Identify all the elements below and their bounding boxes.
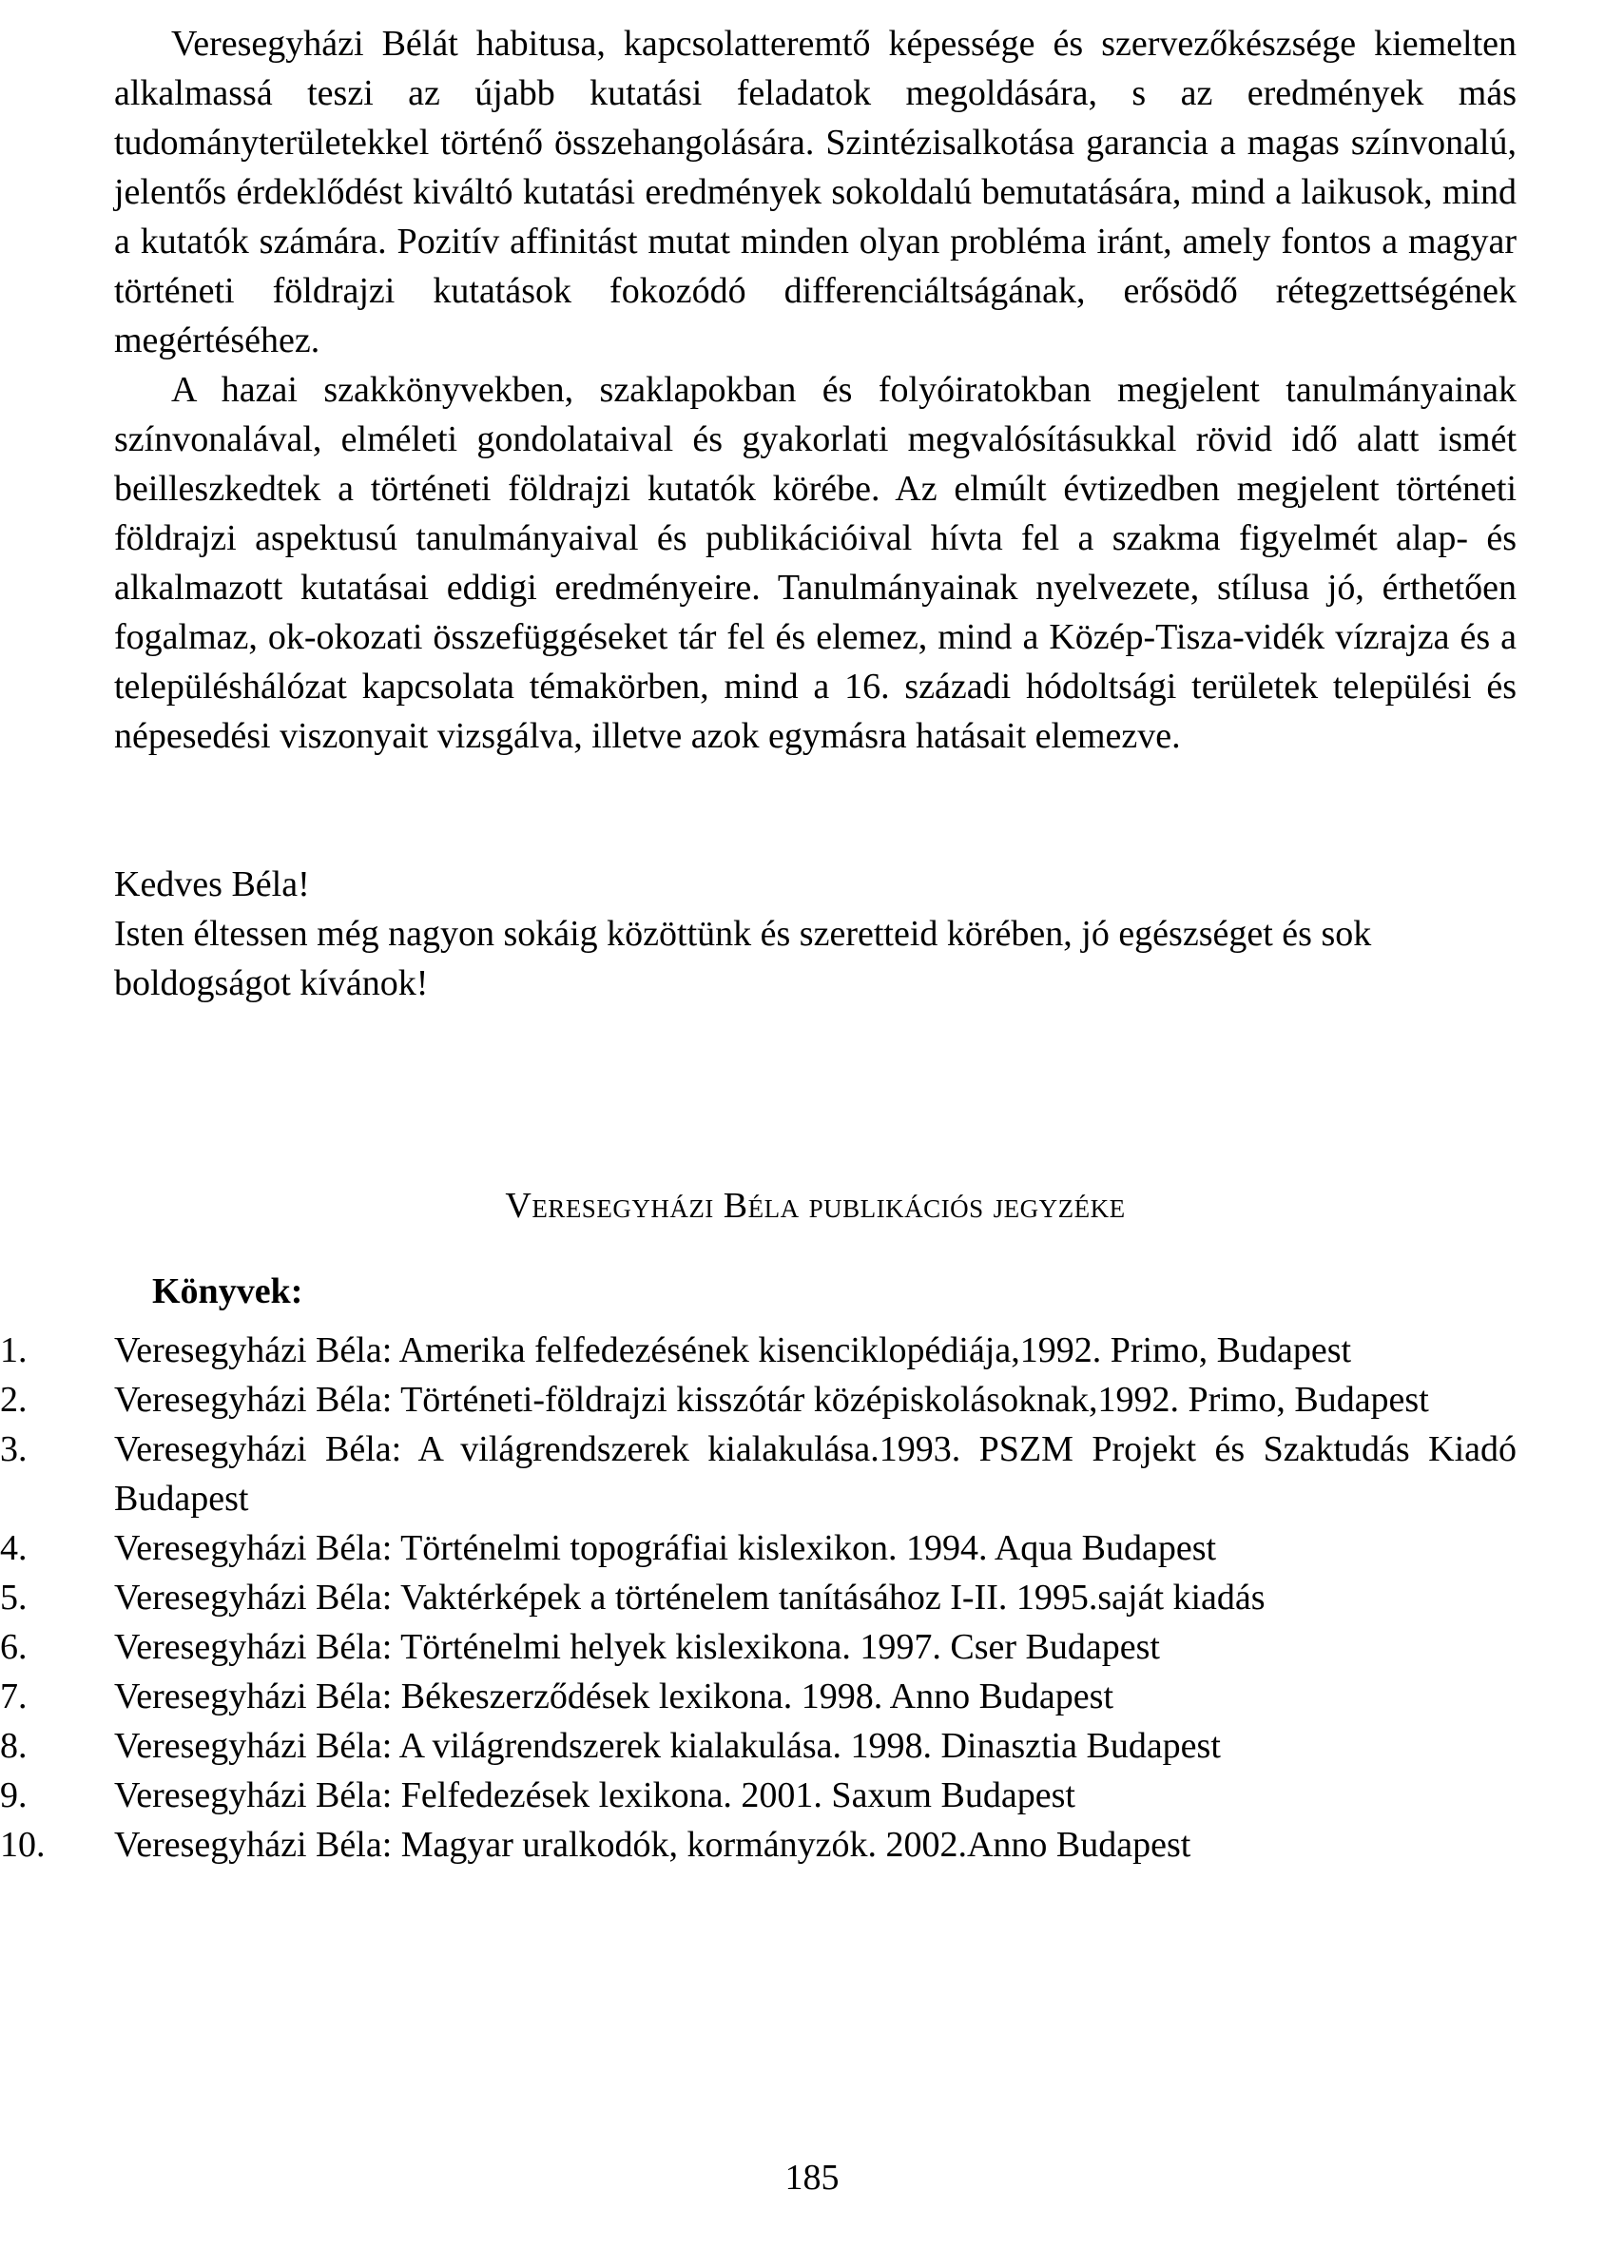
list-item-text: Veresegyházi Béla: Békeszerződések lexikona. 1998. Anno Budapest [114,1677,1114,1716]
list-item [0,1573,1517,1622]
greeting-message: Isten éltessen még nagyon sokáig közöttünk és szeretteid körében, jó egészséget és sok boldogságot kívánok! [114,914,1372,1003]
list-item-text: Veresegyházi Béla: Történeti-földrajzi kisszótár középiskolásoknak,1992. Primo, Budapest [114,1380,1429,1420]
greeting-block [114,860,1517,1008]
list-item-number: 3. [0,1429,28,1469]
book-list [0,1326,1517,1870]
list-item [0,1425,1517,1523]
list-item-number: 7. [0,1677,28,1716]
list-item [0,1622,1517,1672]
document-page [0,19,1517,1870]
paragraph-habitus: Veresegyházi Bélát habitusa, kapcsolatteremtő képessége és szervezőkészsége kiemelten alkalmassá teszi az újabb kutatási feladatok megoldására, s az eredmények más tudományterületekkel történő összehangolására. Szintézisalkotása garancia a magas színvonalú, jelentős érdeklődést kiváltó kutatási eredmények sokoldalú bemutatására, mind a laikusok, mind a kutatók számára. Pozitív affinitást mutat minden olyan probléma iránt, amely fontos a magyar történeti földrajzi kutatások fokozódó differenciáltságának, erősödő rétegzettségének megértéséhez. [114,24,1517,360]
list-item [0,1721,1517,1771]
list-item [0,1326,1517,1375]
books-heading: Könyvek: [152,1271,303,1311]
list-item-text: Veresegyházi Béla: Felfedezések lexikona. 2001. Saxum Budapest [114,1775,1075,1815]
list-item-text: Veresegyházi Béla: Magyar uralkodók, kormányzók. 2002.Anno Budapest [114,1825,1191,1865]
list-item-text: Veresegyházi Béla: A világrendszerek kialakulása. 1998. Dinasztia Budapest [114,1726,1221,1766]
publication-list-section [0,1181,1517,1870]
list-item-number: 1. [0,1330,28,1370]
greeting-salutation: Kedves Béla! [114,864,310,904]
list-item-number: 2. [0,1380,28,1420]
list-item [0,1672,1517,1721]
section-title: Veresegyházi Béla publikációs jegyzéke [505,1186,1126,1226]
list-item-number: 10. [0,1825,46,1865]
list-item-text: Veresegyházi Béla: Történelmi helyek kislexikona. 1997. Cser Budapest [114,1627,1160,1667]
paragraph-publications-summary: A hazai szakkönyvekben, szaklapokban és folyóiratokban megjelent tanulmányainak színvonalával, elméleti gondolataival és gyakorlati megvalósításukkal rövid idő alatt ismét beilleszkedtek a történeti földrajzi kutatók körébe. Az elmúlt évtizedben megjelent történeti földrajzi aspektusú tanulmányaival és publikációival hívta fel a szakma figyelmét alap- és alkalmazott kutatásai eddigi eredményeire. Tanulmányainak nyelvezete, stílusa jó, érthetően fogalmaz, ok-okozati összefüggéseket tár fel és elemez, mind a Közép-Tisza-vidék vízrajza és a településhálózat kapcsolata témakörben, mind a 16. századi hódoltsági területek települési és népesedési viszonyait vizsgálva, illetve azok egymásra hatásait elemezve. [114,370,1517,756]
list-item [0,1523,1517,1573]
list-item [0,1771,1517,1820]
list-item-text: Veresegyházi Béla: Amerika felfedezésének kisenciklopédiája,1992. Primo, Budapest [114,1330,1352,1370]
body-text [114,19,1517,761]
list-item [0,1820,1517,1870]
list-item-number: 5. [0,1578,28,1618]
list-item-text: Veresegyházi Béla: Történelmi topográfiai kislexikon. 1994. Aqua Budapest [114,1528,1217,1568]
list-item [0,1375,1517,1425]
list-item-number: 8. [0,1726,28,1766]
list-item-text: Veresegyházi Béla: Vaktérképek a történelem tanításához I-II. 1995.saját kiadás [114,1578,1266,1618]
list-item-number: 4. [0,1528,28,1568]
page-number: 185 [784,2158,840,2198]
list-item-number: 6. [0,1627,28,1667]
list-item-number: 9. [0,1775,28,1815]
list-item-text: Veresegyházi Béla: A világrendszerek kialakulása.1993. PSZM Projekt és Szaktudás Kiadó Budapest [114,1429,1517,1519]
